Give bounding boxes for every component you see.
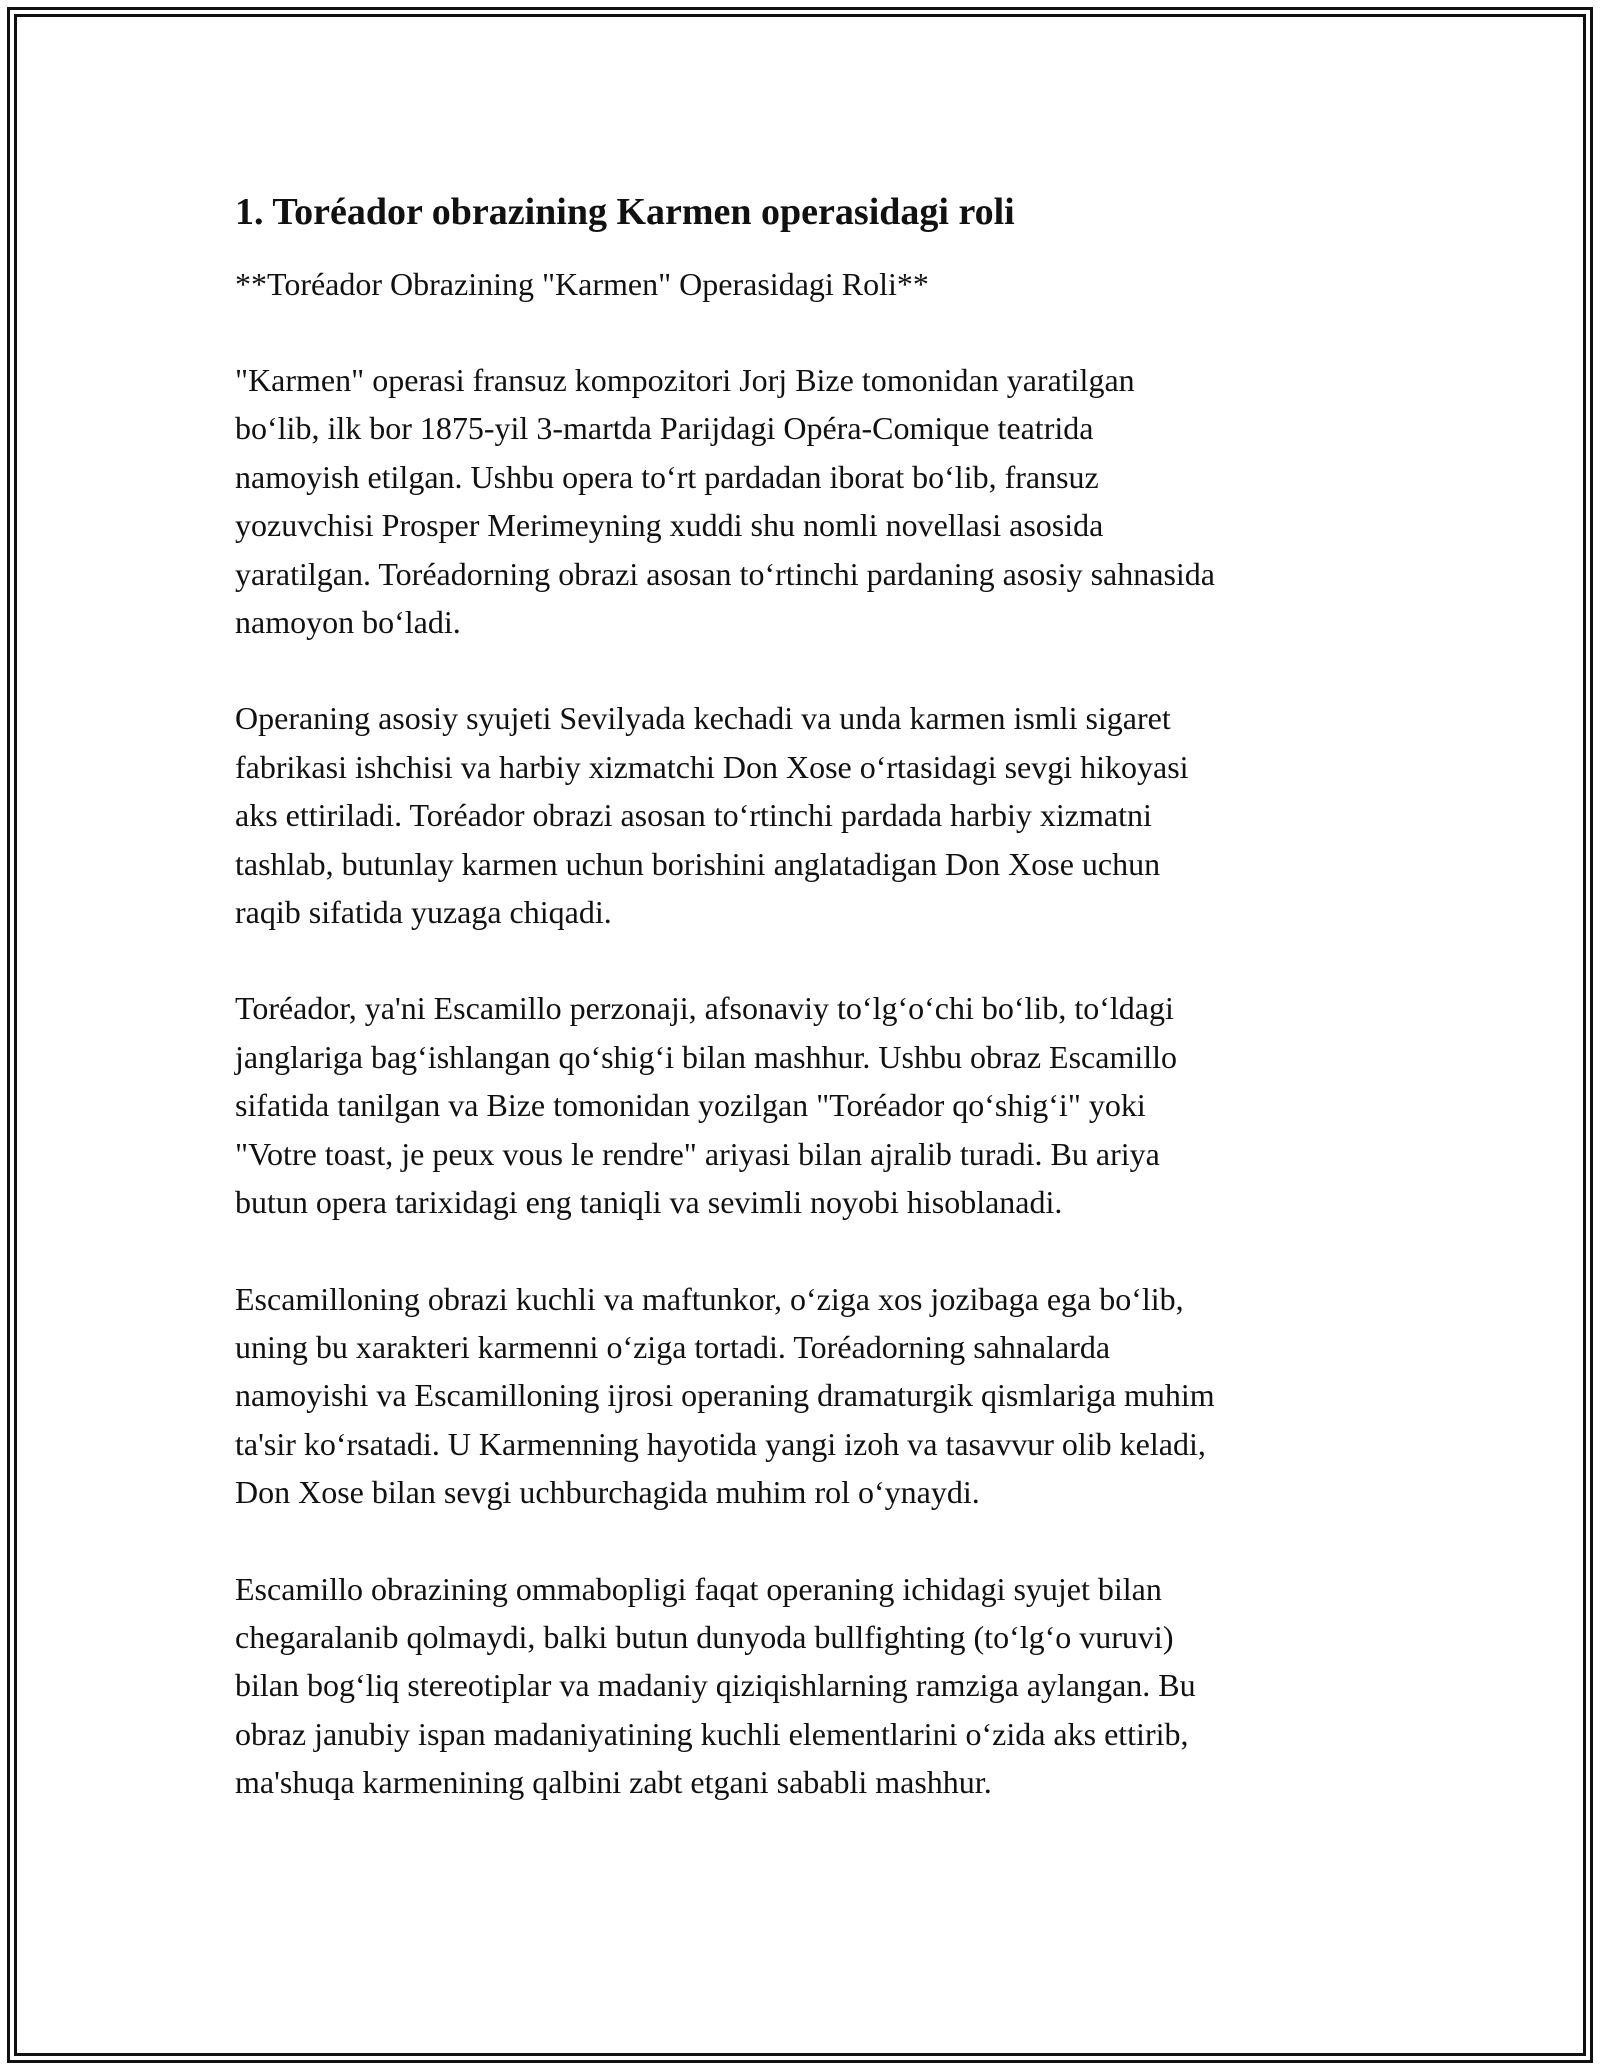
paragraph-3: Toréador, ya'ni Escamillo perzonaji, afsonaviy toʻlgʻoʻchi boʻlib, toʻldagi janglariga bagʻishlangan qoʻshigʻi bilan mashhur. Ushbu obraz Escamillo sifatida tanilgan va Bize tomonidan yozilgan "Toréador qoʻshigʻi" yoki "Votre toast, je peux vous le rendre" ariyasi bilan ajralib turadi. Bu ariya butun opera tarixidagi eng taniqli va sevimli noyobi hisoblanadi. <box>235 990 1177 1221</box>
paragraph-4: Escamilloning obrazi kuchli va maftunkor, oʻziga xos jozibaga ega boʻlib, uning bu xarakteri karmenni oʻziga tortadi. Toréadorning sahnalarda namoyishi va Escamilloning ijrosi operaning dramaturgik qismlariga muhim ta'sir koʻrsatadi. U Karmenning hayotida yangi izoh va tasavvur olib keladi, Don Xose bilan sevgi uchburchagida muhim rol oʻynaydi. <box>235 1280 1215 1511</box>
document-subtitle: **Toréador Obrazining "Karmen" Operasidagi Roli** <box>235 266 929 302</box>
paragraph-1: "Karmen" operasi fransuz kompozitori Jorj Bize tomonidan yaratilgan boʻlib, ilk bor 1875-yil 3-martda Parijdagi Opéra-Comique teatrida namoyish etilgan. Ushbu opera toʻrt pardadan iborat boʻlib, fransuz yozuvchisi Prosper Merimeyning xuddi shu nomli novellasi asosida yaratilgan. Toréadorning obrazi asosan toʻrtinchi pardaning asosiy sahnasida namoyon boʻladi. <box>235 362 1215 641</box>
document-body <box>235 186 1385 1855</box>
paragraph-5: Escamillo obrazining ommabopligi faqat operaning ichidagi syujet bilan chegaralanib qolmaydi, balki butun dunyoda bullfighting (toʻlgʻo vuruvi) bilan bogʻliq stereotiplar va madaniy qiziqishlarning ramziga aylangan. Bu obraz janubiy ispan madaniyatining kuchli elementlarini oʻzida aks ettirib, ma'shuqa karmenining qalbini zabt etgani sababli mashhur. <box>235 1570 1196 1801</box>
section-heading: 1. Toréador obrazining Karmen operasidagi roli <box>235 191 1015 233</box>
paragraph-2: Operaning asosiy syujeti Sevilyada kechadi va unda karmen ismli sigaret fabrikasi ishchisi va harbiy xizmatchi Don Xose oʻrtasidagi sevgi hikoyasi aks ettiriladi. Toréador obrazi asosan toʻrtinchi pardada harbiy xizmatni tashlab, butunlay karmen uchun borishini anglatadigan Don Xose uchun raqib sifatida yuzaga chiqadi. <box>235 700 1189 931</box>
